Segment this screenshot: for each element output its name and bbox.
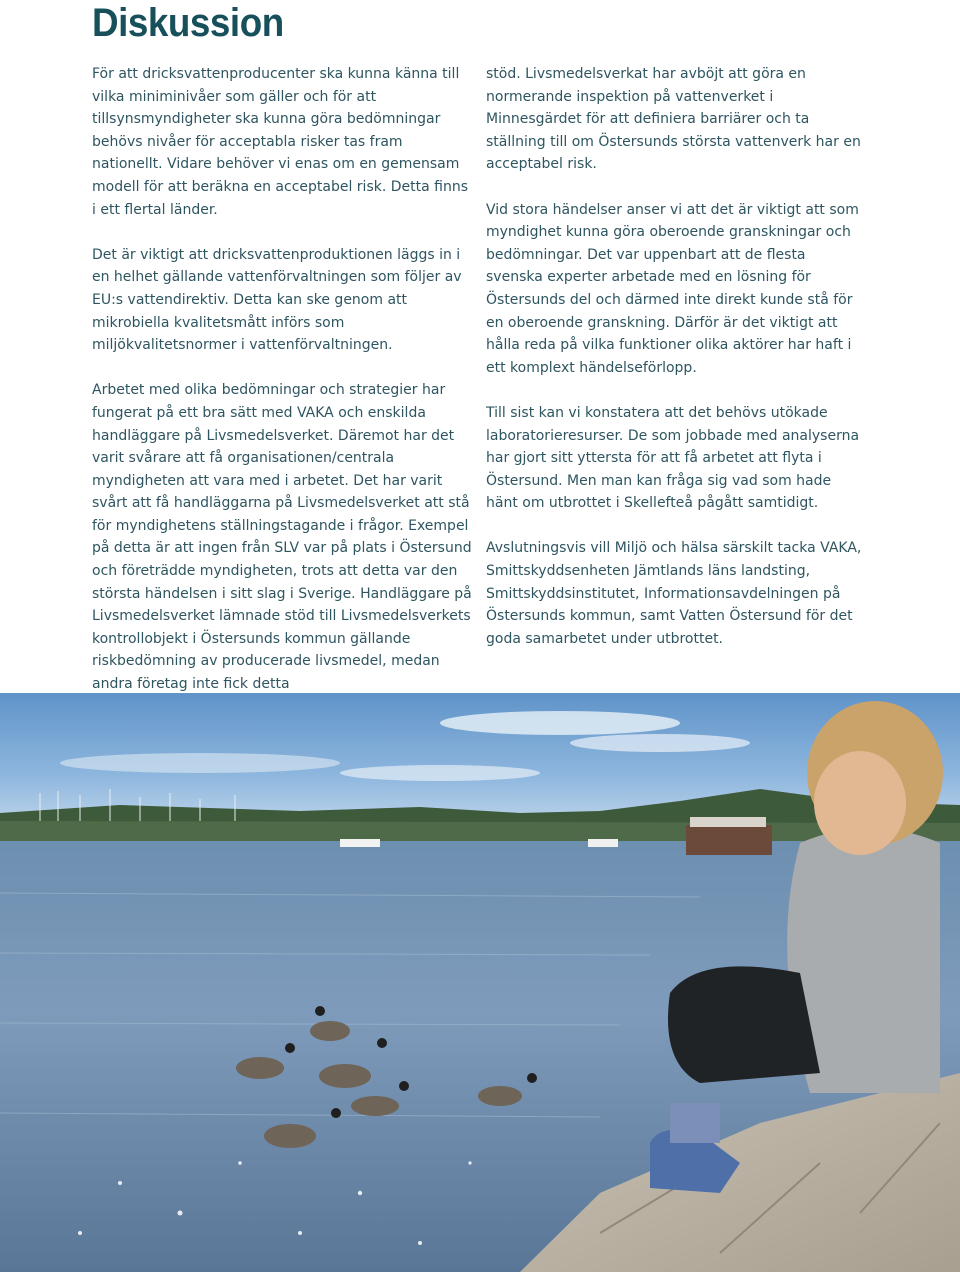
paragraph: Avslutningsvis vill Miljö och hälsa särskilt tacka VAKA, Smittskyddsenheten Jämtlands läns landsting, Smittskyddsinstitutet, Informationsavdelningen på Östersunds kommun, samt Vatten Östersund för det goda samarbetet under utbrottet. [486,540,862,647]
paragraph: stöd. Livsmedelsverkat har avböjt att göra en normerande inspektion på vattenverket i Minnesgärdet för att definiera barriärer och ta ställning till om Östersunds största vattenverk har en acceptabel risk. [486,66,861,173]
paragraph: Vid stora händelser anser vi att det är viktigt att som myndighet kunna göra oberoende granskningar och bedömningar. Det var uppenbart att de flesta svenska experter arbetade med en lösning för Östersunds del och därmed inte direkt kunde stå för en oberoende granskning. Därför är det viktigt att hålla reda på vilka funktioner olika aktörer har haft i ett komplext händelseförlopp. [486,201,859,376]
right-text-column [486,63,866,673]
paragraph: Till sist kan vi konstatera att det behövs utökade laboratorieresurser. De som jobbade med analyserna har gjort sitt yttersta för att få arbetet att flyta i Östersund. Men man kan fråga sig vad som hade hänt om utbrottet i Skellefteå pågått samtidigt. [486,404,860,512]
paragraph: För att dricksvattenproducenter ska kunna känna till vilka miniminivåer som gäller och för att tillsynsmyndigheter ska kunna göra bedömningar behövs nivåer för acceptabla risker tas fram nationellt. Vidare behöver vi enas om en gemensam modell för att beräkna en acceptabel risk. Detta finns i ett flertal länder. [92,66,469,218]
lake-photo [0,693,960,1272]
paragraph: Det är viktigt att dricksvattenproduktionen läggs in i en helhet gällande vattenförvaltningen som följer av EU:s vattendirektiv. Detta kan ske genom att mikrobiella kvalitetsmått införs som miljökvalitetsnormer i vattenförvaltningen. [92,246,462,354]
lake-photo-illustration [0,693,960,1272]
left-text-column [92,63,474,718]
page-title: Diskussion [92,1,284,45]
paragraph: Arbetet med olika bedömningar och strategier har fungerat på ett bra sätt med VAKA och enskilda handläggare på Livsmedelsverket. Däremot har det varit svårare att få organisationen/centrala myndigheten att vara med i arbetet. Det har varit svårt att få handläggarna på Livsmedelsverket att stå för myndighetens ställningstagande i frågor. Exempel på detta är att ingen från SLV var på plats i Östersund och företrädde myndigheten, trots att detta var den största händelsen i sitt slag i Sverige. Handläggare på Livsmedelsverket lämnade stöd till Livsmedelsverkets kontrollobjekt i Östersunds kommun gällande riskbedömning av producerade livsmedel, medan andra företag inte fick detta [92,382,472,693]
